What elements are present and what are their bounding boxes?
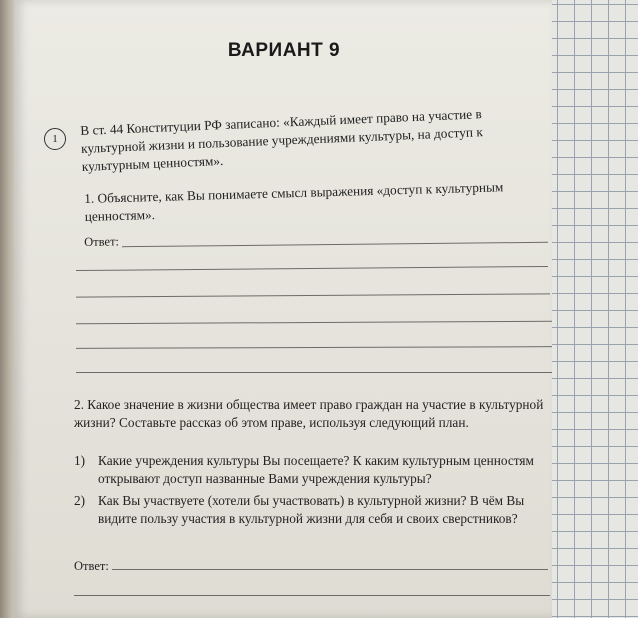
answer-line[interactable] [76,266,548,271]
answer-line[interactable] [76,321,552,324]
answer-line[interactable] [74,595,550,596]
question-2-text: 2. Какое значение в жизни общества имеет право граждан на участие в культурной жизни? Составьте рассказ об этом праве, используя следующий план. [74,397,544,430]
grid-paper-notebook [540,0,638,618]
answer-label-1: Ответ: [84,234,120,249]
plan-item-number: 1) [74,453,86,468]
plan-item-text: Какие учреждения культуры Вы посещаете? К каким культурным ценностям открывают доступ названные Вами учреждения культуры? [98,453,534,486]
plan-item-text: Как Вы участвуете (хотели бы участвовать) в культурной жизни? В чём Вы видите пользу участия в культурной жизни для себя и своих сверстников? [98,493,525,526]
task-intro-text: В ст. 44 Конституции РФ записано: «Каждый имеет право на участие в культурной жизни и пользование учреждениями культуры, на доступ к культурным ценностям». [80,106,484,174]
answer-line[interactable] [76,372,552,373]
plan-item [74,452,552,488]
answer-line[interactable] [76,346,552,349]
answer-line[interactable] [112,569,548,570]
plan-item [74,492,552,528]
answer-label-2: Ответ: [74,559,109,573]
page-title: ВАРИАНТ 9 [227,40,341,61]
textbook-page [14,0,552,618]
plan-item-number: 2) [74,493,86,508]
answer-line[interactable] [76,293,550,297]
question-1-text: 1. Объясните, как Вы понимаете смысл выражения «доступ к культурным ценностям». [84,179,504,224]
answer-line[interactable] [122,242,548,247]
task-number-badge: 1 [44,128,66,150]
